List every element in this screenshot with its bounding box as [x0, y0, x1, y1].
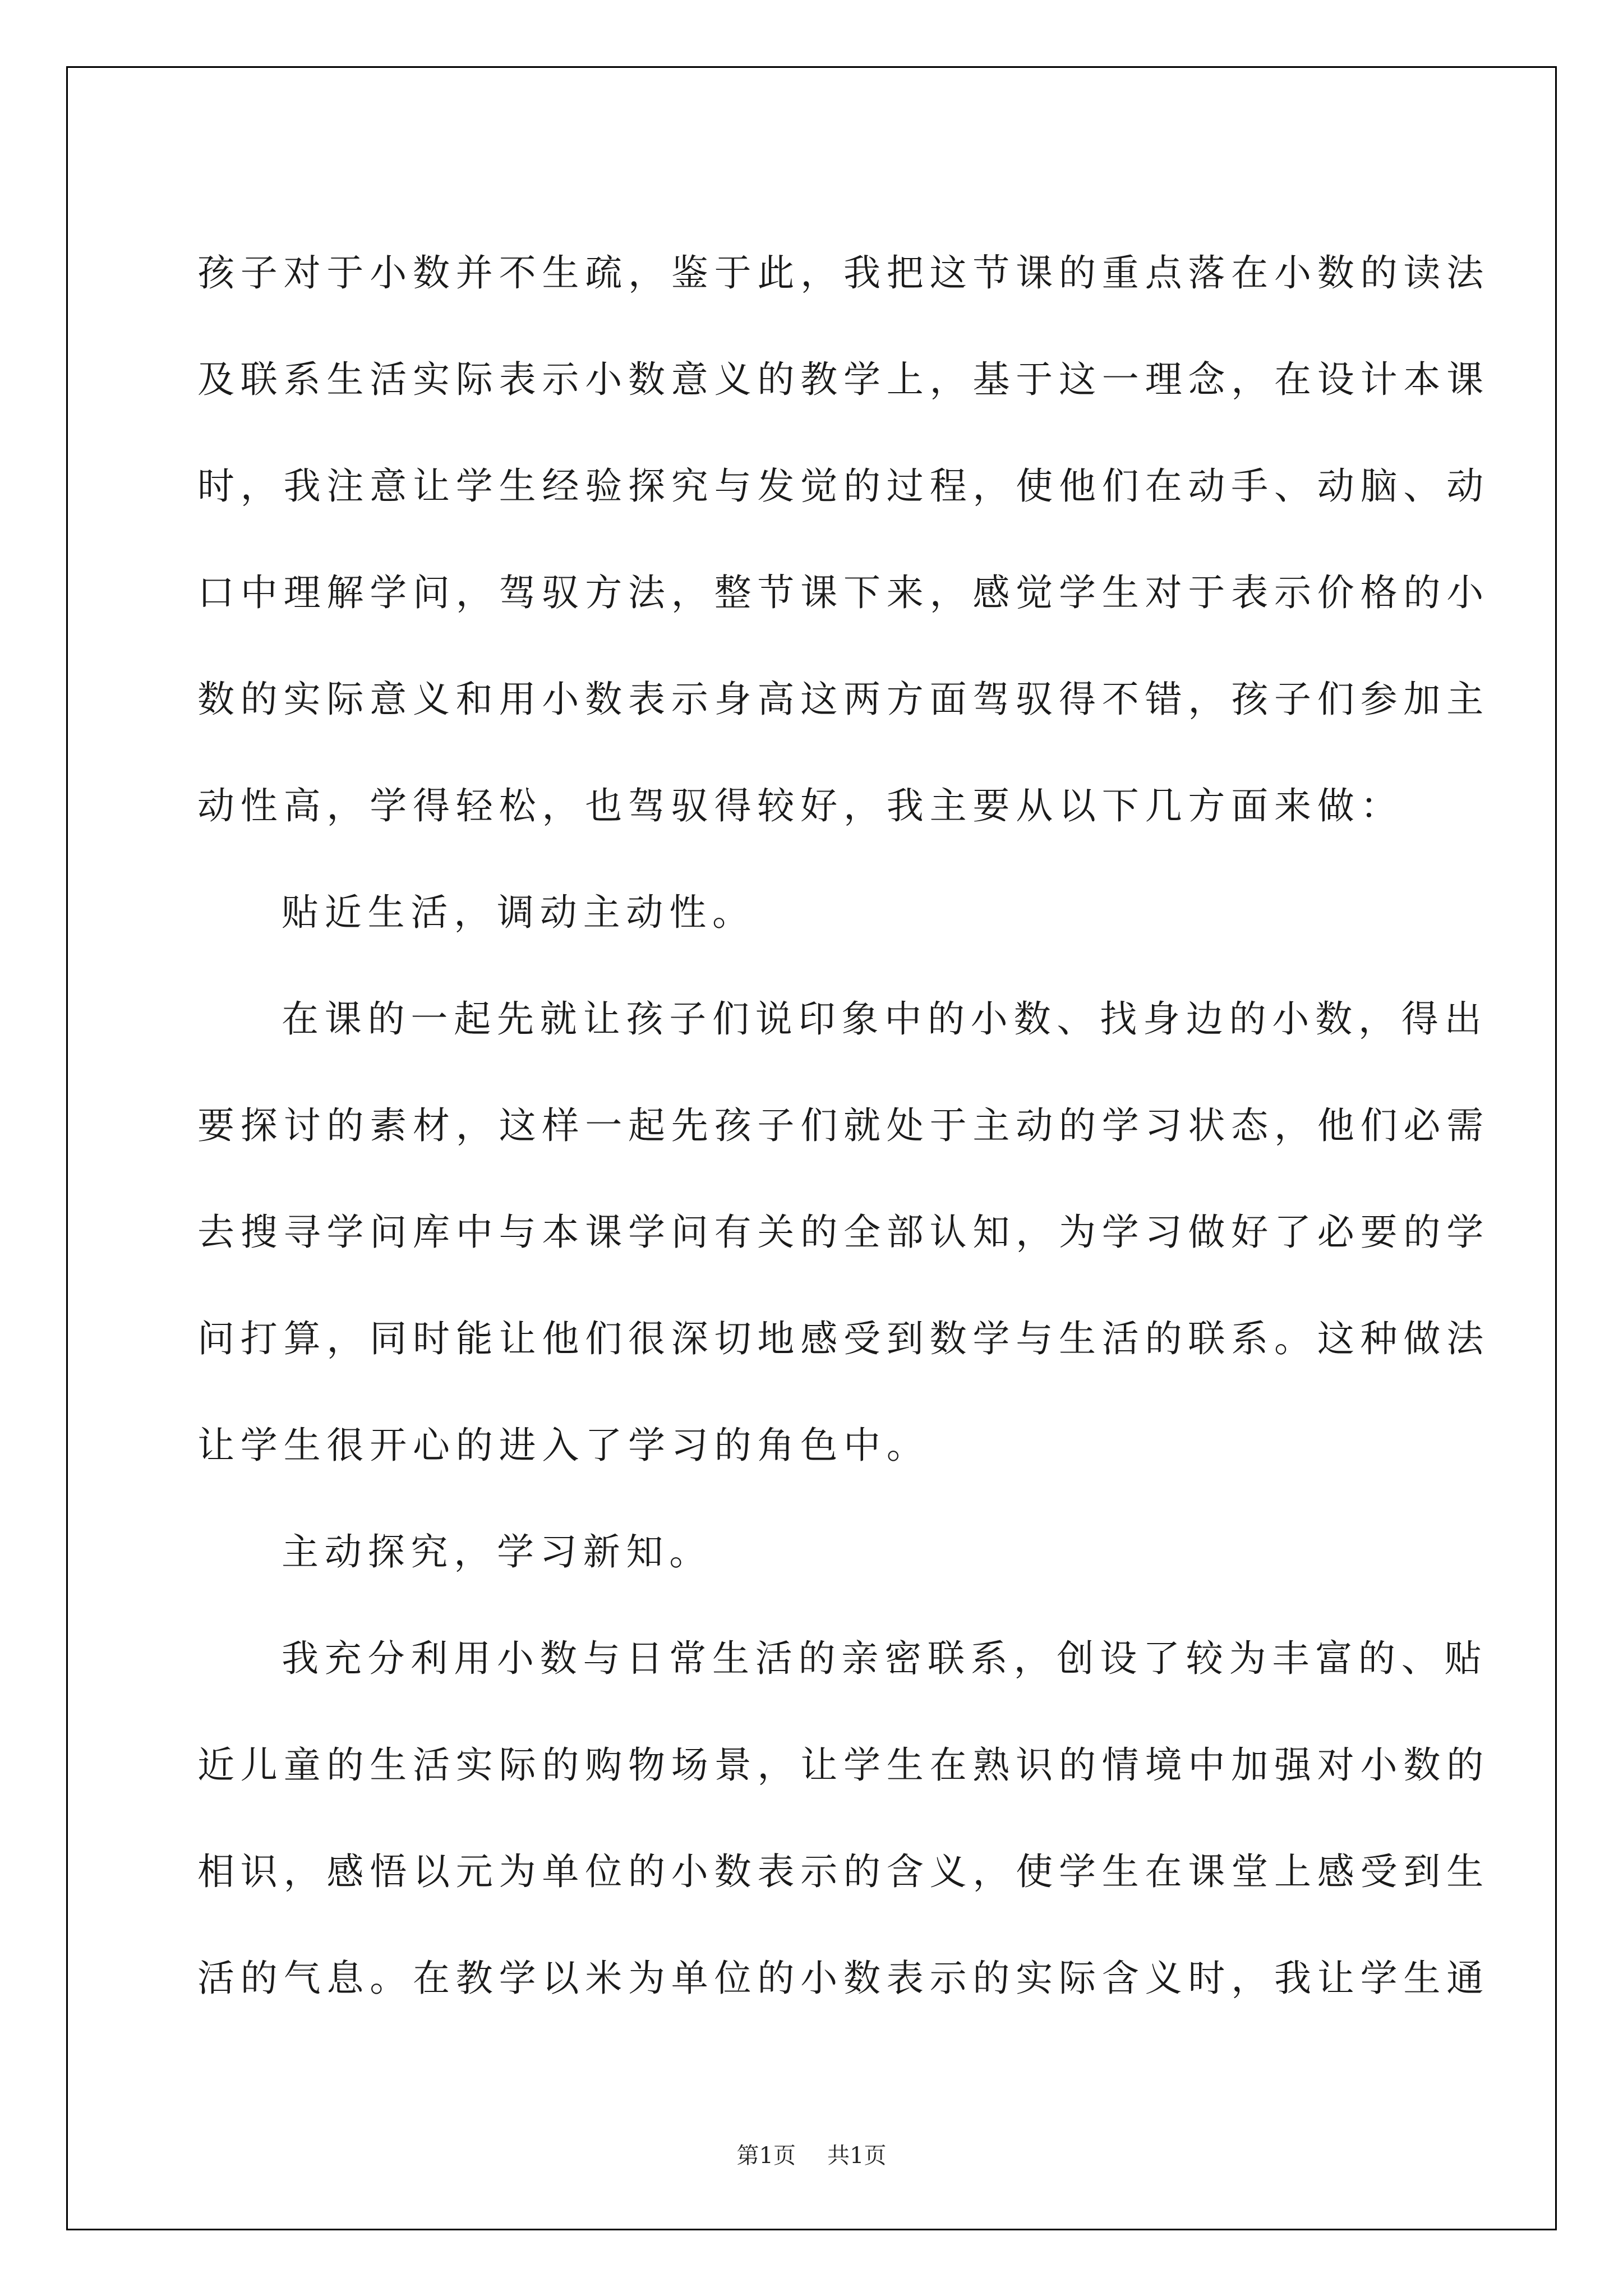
- body-line: 问打算，同时能让他们很深切地感受到数学与生活的联系。这种做法: [197, 1317, 1490, 1360]
- body-line: 让学生很开心的进入了学习的角色中。: [197, 1424, 930, 1467]
- body-line: 相识，感悟以元为单位的小数表示的含义，使学生在课堂上感受到生: [197, 1850, 1490, 1893]
- document-body: [197, 220, 1490, 2032]
- section-heading: 贴近生活，调动主动性。: [282, 891, 755, 934]
- section-heading: 主动探究，学习新知。: [282, 1530, 712, 1573]
- page-number: 第1页: [736, 2143, 796, 2169]
- body-line: 动性高，学得轻松，也驾驭得较好，我主要从以下几方面来做：: [197, 784, 1404, 827]
- body-line: 孩子对于小数并不生疏，鉴于此，我把这节课的重点落在小数的读法: [197, 251, 1490, 295]
- body-line: 时，我注意让学生经验探究与发觉的过程，使他们在动手、动脑、动: [197, 464, 1490, 508]
- page-total: 共1页: [827, 2143, 887, 2169]
- body-line: 要探讨的素材，这样一起先孩子们就处于主动的学习状态，他们必需: [197, 1104, 1490, 1147]
- body-line: 数的实际意义和用小数表示身高这两方面驾驭得不错，孩子们参加主: [197, 678, 1490, 721]
- body-line: 活的气息。在教学以米为单位的小数表示的实际含义时，我让学生通: [197, 1957, 1490, 2000]
- page-footer: [0, 2142, 1623, 2170]
- body-line: 我充分利用小数与日常生活的亲密联系，创设了较为丰富的、贴: [282, 1637, 1488, 1680]
- body-line: 口中理解学问，驾驭方法，整节课下来，感觉学生对于表示价格的小: [197, 571, 1490, 614]
- body-line: 去搜寻学问库中与本课学问有关的全部认知，为学习做好了必要的学: [197, 1211, 1490, 1254]
- body-line: 及联系生活实际表示小数意义的教学上，基于这一理念，在设计本课: [197, 358, 1490, 401]
- body-line: 在课的一起先就让孩子们说印象中的小数、找身边的小数，得出: [282, 997, 1488, 1041]
- body-line: 近儿童的生活实际的购物场景，让学生在熟识的情境中加强对小数的: [197, 1743, 1490, 1787]
